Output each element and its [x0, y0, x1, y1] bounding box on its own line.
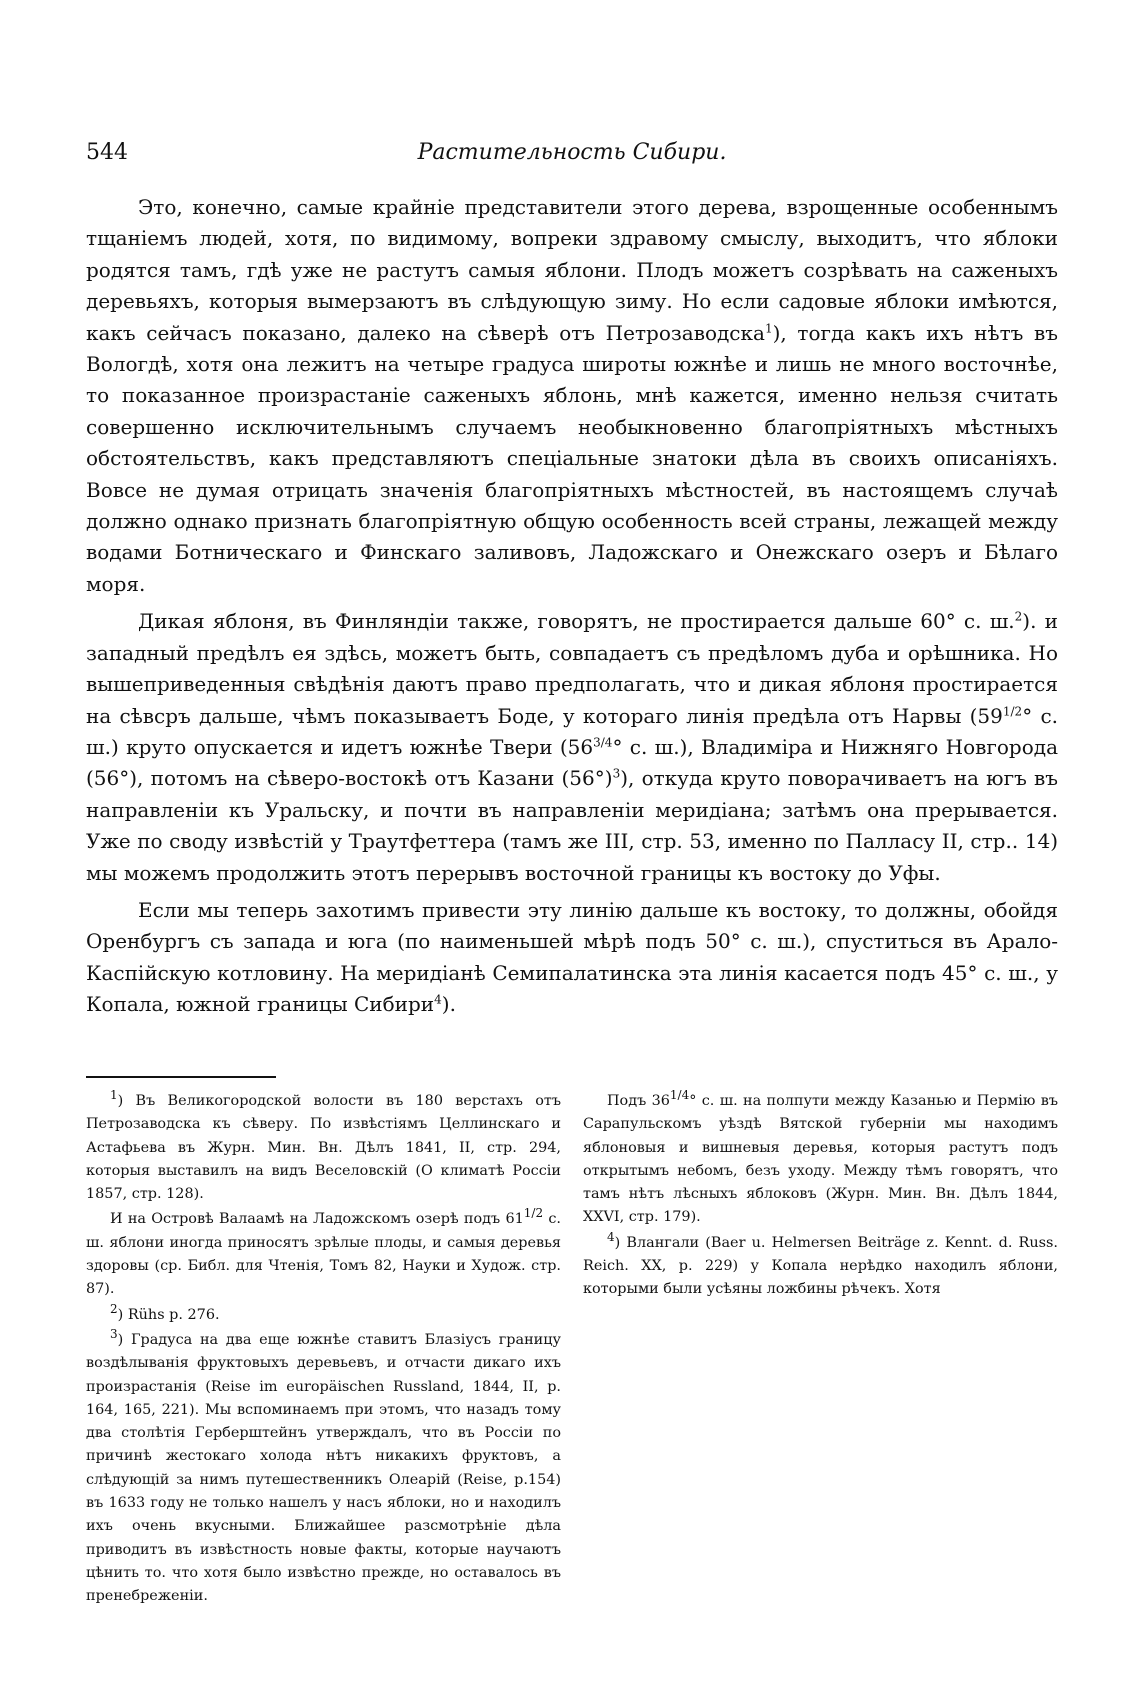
running-title: Растительность Сибири.	[417, 140, 727, 165]
footnote-ref-1[interactable]: 1	[764, 320, 773, 335]
paragraph-1: Это, конечно, самые крайніе представители этого дерева, взрощенные особеннымъ тщаніемъ людей, хотя, по видимому, вопреки здравому смыслу, выходитъ, что яблоки родятся тамъ, гдѣ уже не растутъ самыя яблони. Плодъ можетъ созрѣвать на саженыхъ деревьяхъ, которыя вымерзаютъ въ слѣдующую зиму. Но если садовые яблоки имѣются, какъ сейчасъ показано, далеко на сѣверѣ отъ Петрозаводска$^1$), тогда какъ ихъ нѣтъ въ Вологдѣ, хотя она лежитъ на четыре градуса широты южнѣе и лишь не много восточнѣе, то показанное произрастаніе саженыхъ яблонь, мнѣ кажется, именно нельзя считать совершенно исключительнымъ случаемъ необыкновенно благопріятныхъ мѣстныхъ обстоятельствъ, какъ представляютъ спеціальные знатоки дѣла въ своихъ описаніяхъ. Вовсе не думая отрицать значенія благопріятныхъ мѣстностей, въ настоящемъ случаѣ должно однако признать благопріятную общую особенность всей страны, лежащей между водами Ботническаго и Финскаго заливовъ, Ладожскаго и Онежскаго озеръ и Бѣлаго моря.	[86, 195, 1058, 596]
footnote-3: $^3$) Градуса на два еще южнѣе ставитъ Блазіусъ границу воздѣлыванія фруктовыхъ деревьевъ, и отчасти дикаго ихъ произрастанія (Reise im europäischen Russland, 1844, II, p. 164, 165, 221). Мы вспоминаемъ при этомъ, что назадъ тому два столѣтія Герберштейнъ утверждалъ, что въ Россіи по причинѣ жестокаго холода нѣтъ никакихъ фруктовъ, а слѣдующій за нимъ путешественникъ Олеарій (Reise, p.154) въ 1633 году не только нашелъ у насъ яблоки, но и находилъ ихъ очень вкусными. Ближайшее разсмотрѣніе дѣла приводитъ въ извѣстность новые факты, которые научаютъ цѣнить то. что хотя было извѣстно прежде, но оставалось въ пренебреженіи.	[86, 1327, 561, 1605]
footnote-ref-4[interactable]: 4	[434, 992, 442, 1007]
page-number: 544	[86, 140, 128, 165]
fraction-half: 1/2	[1002, 703, 1023, 718]
fraction-three-quarters: 3/4	[593, 735, 613, 750]
footnote-3-continued: Подъ $36^{1/4}^\circ$ с. ш. на полпути между Казанью и Пермію въ Сарапульскомъ уѣздѣ Вятской губерніи мы находимъ яблоновыя и вишневыя деревья, которыя растутъ подъ открытымъ небомъ, безъ уходу. Между тѣмъ говорятъ, что тамъ нѣтъ лѣсныхъ яблоковъ (Журн. Мин. Вн. Дѣлъ 1844, XXVI, стр. 179).	[583, 1088, 1058, 1226]
footnote-1: $^1$) Въ Великогородской волости въ 180 верстахъ отъ Петрозаводска къ сѣверу. По извѣстіямъ Целлинскаго и Астафьева въ Журн. Мин. Вн. Дѣлъ 1841, II, стр. 294, которыя выставилъ на видъ Веселовскій (О климатѣ Россіи 1857, стр. 128).	[86, 1088, 561, 1203]
footnotes-column-right	[583, 1090, 1058, 1609]
footnote-2: $^2$) Rühs p. 276.	[110, 1301, 220, 1323]
page-header	[86, 140, 1058, 172]
footnote-divider	[86, 1076, 276, 1078]
footnotes-column-left	[86, 1090, 561, 1609]
footnote-ref-2[interactable]: 2	[1014, 609, 1023, 624]
footnotes	[86, 1090, 1058, 1609]
paragraph-2: Дикая яблоня, въ Финляндіи также, говорятъ, не простирается дальше 60° с. ш.$^2$). и западный предѣлъ ея здѣсь, можетъ быть, совпадаетъ съ предѣломъ дуба и орѣшника. Но вышеприведенныя свѣдѣнія даютъ право предполагать, что и дикая яблоня простирается на сѣвсръ дальше, чѣмъ показываетъ Боде, у котораго линія предѣла отъ Нарвы ($59^{1/2}^\circ$ с. ш.) круто опускается и идетъ южнѣе Твери ($56^{3/4}^\circ$ с. ш.), Владиміра и Нижняго Новгорода (56°), потомъ на сѣверо-востокѣ отъ Казани $(56^\circ)^3$), откуда круто поворачиваетъ на югъ въ направленіи къ Уральску, и почти въ направленіи меридіана; затѣмъ она прерывается. Уже по своду извѣстій у Траутфеттера (тамъ же III, стр. 53, именно по Палласу II, стр.. 14) мы можемъ продолжить этотъ перерывъ восточной границы къ востоку до Уфы.	[86, 609, 1059, 885]
footnote-1-continued: И на Островѣ Валаамѣ на Ладожскомъ озерѣ подъ $61^{1/2}$ с. ш. яблони иногда приносятъ зрѣлые плоды, и самыя деревья здоровы (ср. Библ. для Чтенія, Томъ 82, Науки и Худож. стр. 87).	[86, 1206, 561, 1298]
footnote-4: $^4$) Влангали (Baer u. Helmersen Beiträge z. Kennt. d. Russ. Reich. XX, p. 229) у Копала нерѣдко находилъ яблони, которыми были усѣяны ложбины рѣчекъ. Хотя	[583, 1229, 1058, 1298]
footnote-ref-3[interactable]: 3	[612, 766, 621, 781]
main-text	[86, 192, 1058, 1021]
paragraph-3: Если мы теперь захотимъ привести эту линію дальше къ востоку, то должны, обойдя Оренбургъ съ запада и юга (по наименьшей мѣрѣ подъ 50° с. ш.), спуститься въ Арало-Каспійскую котловину. На меридіанѣ Семипалатинска эта линія касается подъ 45° с. ш., у Копала, южной границы Сибири$^4$).	[86, 897, 1058, 1017]
